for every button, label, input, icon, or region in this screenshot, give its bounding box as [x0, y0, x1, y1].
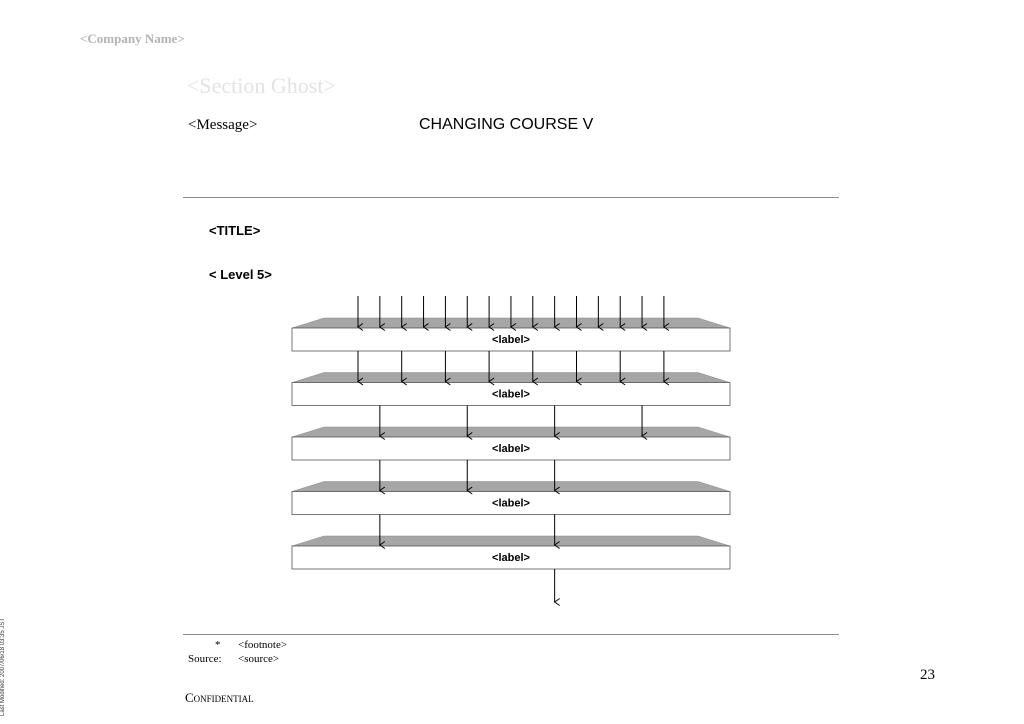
section-ghost: <Section Ghost> [187, 73, 336, 98]
stage-label: <label> [492, 388, 530, 401]
source-label: Source: [188, 653, 222, 665]
footnote-marker: * [215, 639, 221, 651]
stage-label: <label> [492, 334, 530, 346]
stage-slab [292, 482, 730, 492]
last-modified-stamp: Last Modified: 2007/06/18 03:35 JST [0, 617, 6, 716]
source: <source> [238, 653, 280, 665]
message: <Message> [188, 117, 258, 133]
course-title: CHANGING COURSE V [419, 116, 594, 133]
stage-label: <label> [492, 552, 530, 564]
stage-label: <label> [492, 497, 530, 510]
confidential-mark: Confidential [185, 690, 254, 705]
footnote: <footnote> [238, 639, 288, 651]
stage-slab [292, 536, 730, 546]
stage-slab [292, 427, 730, 437]
level-heading: < Level 5> [209, 267, 272, 282]
slide-title: <TITLE> [209, 223, 261, 238]
stage-label: <label> [492, 443, 530, 455]
page-number: 23 [920, 667, 935, 683]
footer-divider [183, 634, 839, 635]
company-name: <Company Name> [80, 31, 185, 46]
